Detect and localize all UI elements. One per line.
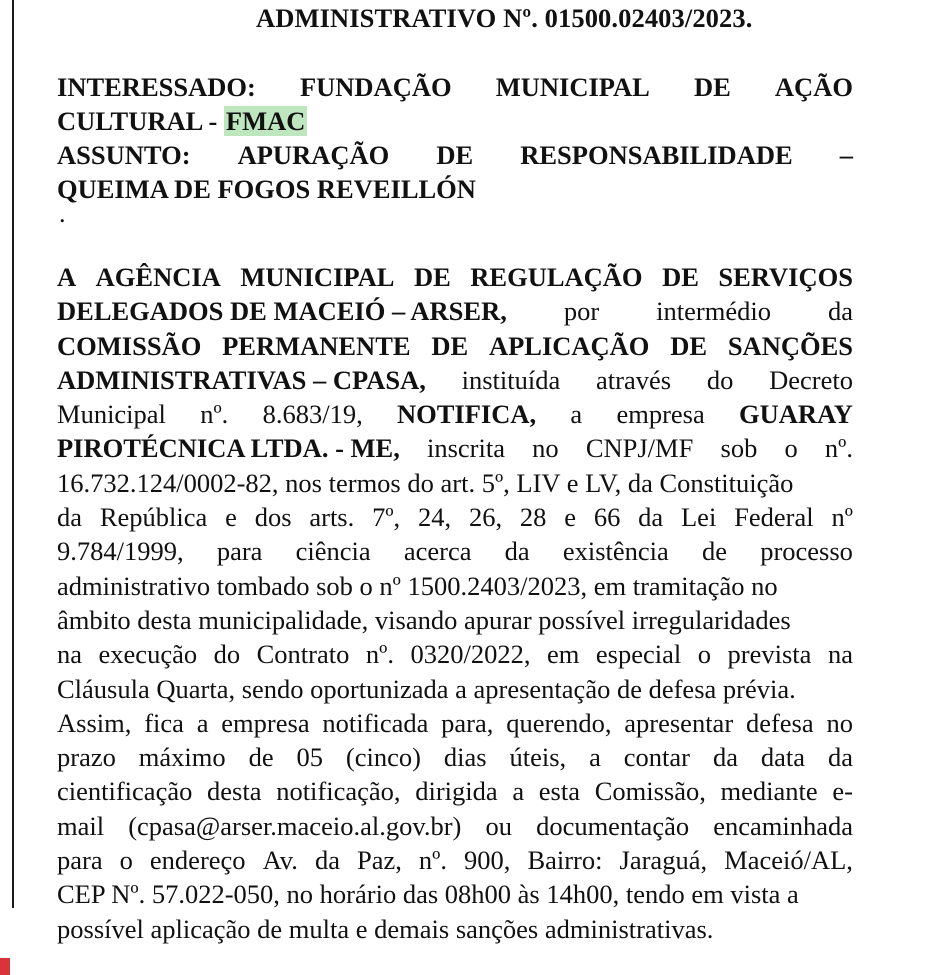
body-line: âmbito desta municipalidade, visando apurar possível irregularidades	[57, 604, 791, 635]
word: DE	[436, 140, 474, 170]
word: APURAÇÃO	[237, 140, 390, 170]
word: –	[839, 140, 853, 170]
body-line: COMISSÃO PERMANENTE DE APLICAÇÃO DE SANÇÕES	[57, 330, 853, 361]
body-line: 16.732.124/0002-82, nos termos do art. 5º, LIV e LV, da Constituição	[57, 467, 794, 498]
header-meta	[57, 70, 853, 206]
body-line: CEP Nº. 57.022-050, no horário das 08h00 às 14h00, tendo em vista a	[57, 879, 799, 910]
interessado-line-2	[57, 104, 853, 138]
body-line: na execução do Contrato nº. 0320/2022, em especial o prevista na	[57, 639, 853, 670]
body-line: mail (cpasa@arser.maceio.al.gov.br) ou documentação encaminhada	[57, 809, 853, 843]
email-address: (cpasa@arser.maceio.al.gov.br)	[128, 810, 462, 841]
highlighted-acronym: FMAC	[225, 106, 306, 136]
interessado-label: INTERESSADO:	[57, 72, 256, 102]
separator-dot: .	[59, 199, 66, 228]
interessado-value: CULTURAL -	[57, 106, 224, 136]
page-left-border	[12, 0, 14, 908]
body-line: 9.784/1999, para ciência acerca da existência de processo	[57, 536, 853, 567]
body-line: da República e dos arts. 7º, 24, 26, 28 e 66 da Lei Federal nº	[57, 502, 853, 533]
body-line: para o endereço Av. da Paz, nº. 900, Bairro: Jaraguá, Maceió/AL,	[57, 845, 853, 876]
corner-red-mark	[0, 958, 10, 975]
word: MUNICIPAL	[495, 72, 650, 102]
body-line: DELEGADOS DE MACEIÓ – ARSER, por intermédio da	[57, 296, 853, 327]
body-line: Assim, fica a empresa notificada para, querendo, apresentar defesa no	[57, 707, 853, 738]
body-line: Cláusula Quarta, sendo oportunizada a apresentação de defesa prévia.	[57, 673, 796, 704]
body-line: ADMINISTRATIVAS – CPASA, instituída através do Decreto	[57, 364, 853, 395]
word: DE	[693, 72, 731, 102]
body-line: possível aplicação de multa e demais sanções administrativas.	[57, 913, 714, 944]
interessado-line-1	[57, 70, 853, 104]
word: RESPONSABILIDADE	[520, 140, 793, 170]
assunto-label: ASSUNTO:	[57, 140, 191, 170]
body-line: A AGÊNCIA MUNICIPAL DE REGULAÇÃO DE SERVIÇOS	[57, 262, 853, 292]
body-line: prazo máximo de 05 (cinco) dias úteis, a contar da data da	[57, 742, 853, 773]
word: AÇÃO	[774, 72, 853, 102]
word: FUNDAÇÃO	[299, 72, 452, 102]
notification-body	[57, 260, 853, 946]
body-line: Municipal nº. 8.683/19, NOTIFICA, a empresa GUARAY	[57, 399, 853, 430]
assunto-line-2: QUEIMA DE FOGOS REVEILLÓN	[57, 174, 476, 204]
body-line: PIROTÉCNICA LTDA. - ME, inscrita no CNPJ/MF sob o nº.	[57, 433, 853, 464]
body-line: administrativo tombado sob o nº 1500.2403/2023, em tramitação no	[57, 570, 778, 601]
body-line: cientificação desta notificação, dirigida a esta Comissão, mediante e-	[57, 776, 853, 807]
assunto-line-1	[57, 138, 853, 172]
process-title: ADMINISTRATIVO Nº. 01500.02403/2023.	[256, 3, 753, 33]
